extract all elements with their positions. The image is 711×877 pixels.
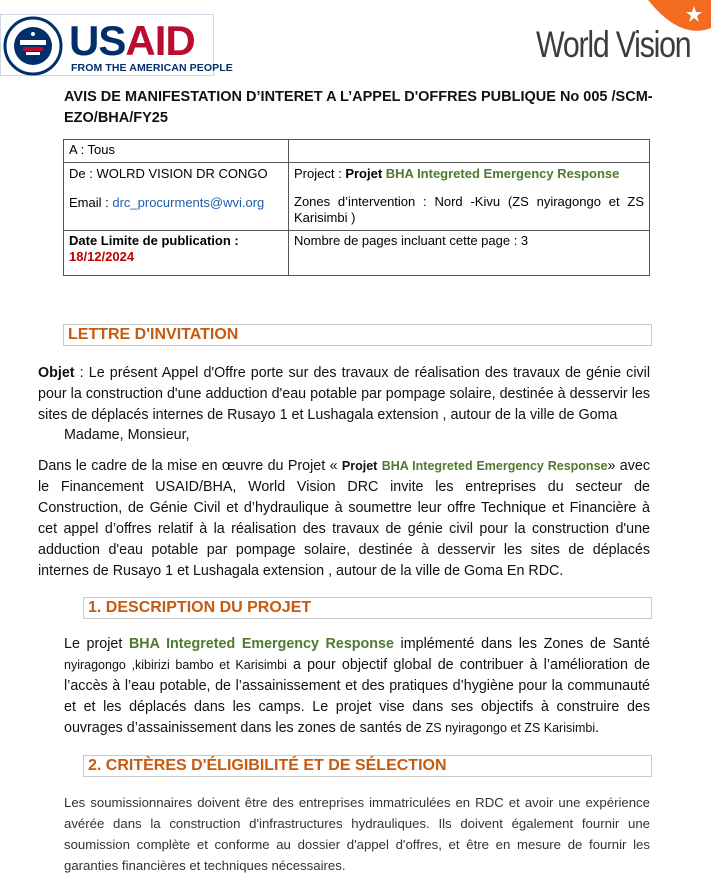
deadline-label: Date Limite de publication : xyxy=(69,233,239,248)
section1-project-name: BHA Integreted Emergency Response xyxy=(128,636,394,652)
invitation-body: Dans le cadre de la mise en œuvre du Projet « Projet BHA Integreted Emergency Response» avec le Financement USAID/BHA, World Vision DRC invite les entreprises du secteur de Construction, de Génie Civil et d’hydraulique à soumettre leur offre Technique et Financière à cet appel d’offres relatif à la réalisation des travaux de génie civil pour la construction d'une adduction d'eau potable par pompage solaire, destinée à desservir les sites de déplacés internes de Rusayo 1 et Lushagala extension , autour de la ville de Goma En RDC. xyxy=(38,458,650,579)
usaid-logo xyxy=(0,14,233,76)
usaid-seal-icon xyxy=(3,16,63,76)
section1-heading: 1. DESCRIPTION DU PROJET xyxy=(83,597,652,619)
email-link[interactable]: drc_procurments@wvi.org xyxy=(108,195,265,210)
sender-cell xyxy=(64,163,289,231)
section2-heading: 2. CRITÈRES D'ÉLIGIBILITÉ ET DE SÉLECTION xyxy=(83,755,652,777)
notice-title: AVIS DE MANIFESTATION D’INTERET A L’APPEL D'OFFRES PUBLIQUE No 005 /SCM-EZO/BHA/FY25 xyxy=(64,89,653,126)
recipient-cell: A : Tous xyxy=(64,140,289,163)
email-label: Email : xyxy=(69,195,109,210)
info-table xyxy=(63,139,650,276)
zones-line: Zones d’intervention : Nord -Kivu (ZS nyiragongo et ZS Karisimbi ) xyxy=(294,194,644,225)
body-project-name: BHA Integreted Emergency Response xyxy=(381,459,608,473)
objet-label: Objet xyxy=(38,365,75,381)
section2-paragraph: Les soumissionnaires doivent être des entreprises immatriculées en RDC et avoir une expérience avérée dans la construction d'infrastructures hydrauliques. Ils doivent également fournir une soumission complète et conforme au dossier d'appel d'offres, et être en mesure de fournir les garanties financières et techniques nécessaires. xyxy=(64,795,650,873)
pages-cell: Nombre de pages incluant cette page : 3 xyxy=(289,231,650,276)
project-cell xyxy=(289,163,650,231)
project-name: BHA Integreted Emergency Response xyxy=(385,166,620,181)
project-line: Project : Projet BHA Integreted Emergency Response xyxy=(294,166,620,181)
world-vision-logo: World Vision xyxy=(536,24,691,65)
salutation: Madame, Monsieur, xyxy=(64,427,190,443)
invitation-heading: LETTRE D'INVITATION xyxy=(63,324,652,346)
section1-paragraph: Le projet BHA Integreted Emergency Response implémenté dans les Zones de Santé nyiragongo ,kibirizi bambo et Karisimbi a pour objectif global de contribuer à l’amélioration de l’accès à l’eau potable, de l’assainissement et des pratiques d’hygiène pour la communauté et et les déplacés dans les camps. Le projet vise dans ses objectifs à construire des ouvrages d’assainissement dans les zones de santés de ZS nyiragongo et ZS Karisimbi. xyxy=(64,636,650,736)
deadline-cell xyxy=(64,231,289,276)
deadline-date: 18/12/2024 xyxy=(69,249,135,264)
sender-name: De : WOLRD VISION DR CONGO xyxy=(69,166,268,181)
email-line xyxy=(69,195,283,211)
usaid-wordmark: USAID xyxy=(69,17,195,64)
objet-paragraph: Objet : Le présent Appel d'Offre porte sur des travaux de réalisation des travaux de génie civil pour la construction d'une adduction d'eau potable par pompage solaire, destinée à desservir les sites de déplacés internes de Rusayo 1 et Lushagala extension , autour de la ville de Goma xyxy=(38,365,650,423)
empty-cell xyxy=(289,140,650,163)
usaid-tagline: FROM THE AMERICAN PEOPLE xyxy=(71,62,233,74)
